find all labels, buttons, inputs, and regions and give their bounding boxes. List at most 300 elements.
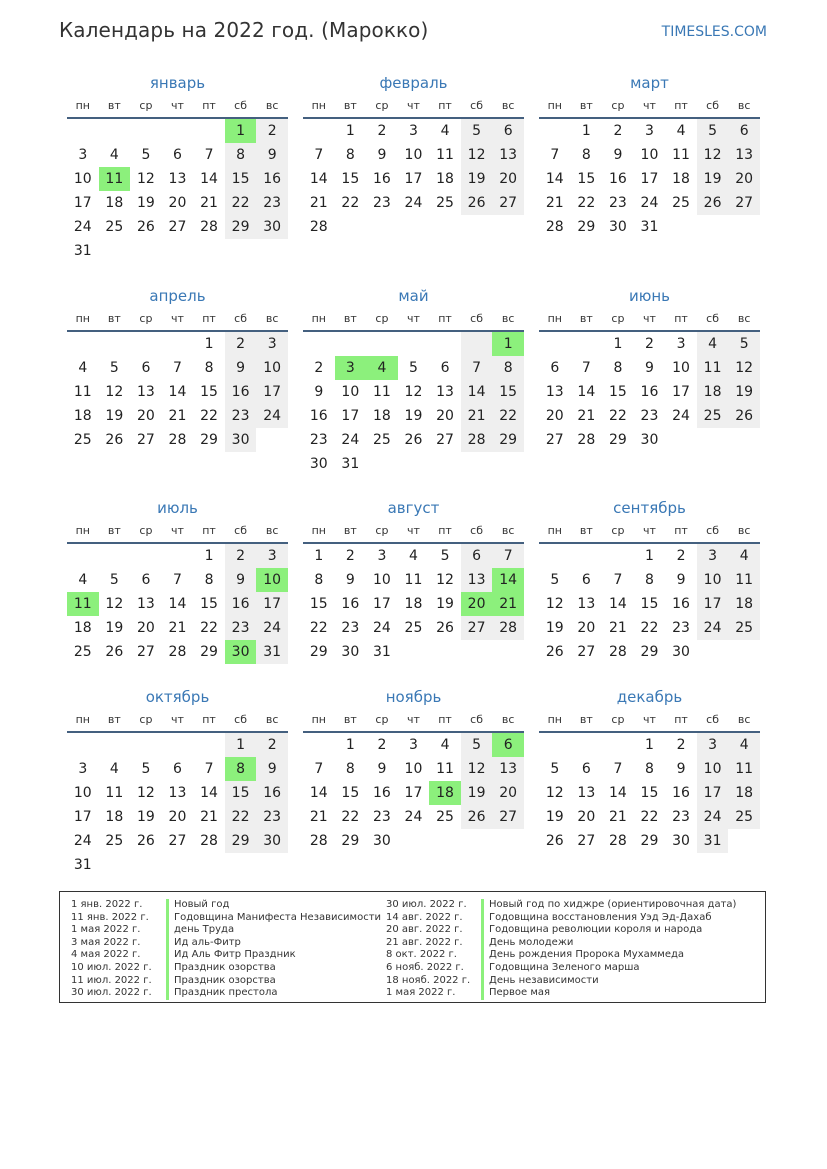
- weekday-label: вс: [265, 524, 279, 537]
- day-cell: 28: [168, 644, 187, 660]
- day-cell: 30: [256, 829, 288, 853]
- day-cell: 8: [204, 360, 214, 376]
- day-cell: 1: [581, 123, 591, 139]
- holiday-row: [71, 899, 381, 912]
- empty-cell: [461, 332, 493, 356]
- day-cell: 20: [168, 195, 187, 211]
- day-cell: 18: [73, 408, 92, 424]
- day-cell: 20: [168, 809, 187, 825]
- day-cell: 4: [697, 332, 729, 356]
- weekday-header: [303, 308, 524, 332]
- day-cell: 8: [645, 761, 654, 777]
- weekday-label: вс: [501, 312, 515, 325]
- day-cell: 26: [404, 432, 423, 448]
- day-cell: 5: [440, 548, 450, 564]
- day-cell: 21: [577, 408, 596, 424]
- holiday-name: Первое мая: [489, 987, 551, 999]
- day-cell: 31: [697, 829, 729, 853]
- holiday-name: Праздник озорства: [174, 974, 276, 986]
- empty-cell: [366, 452, 398, 476]
- empty-cell: [99, 239, 131, 263]
- holiday-marker: [481, 899, 484, 912]
- day-cell: 22: [577, 195, 596, 211]
- day-cell: 17: [341, 408, 360, 424]
- weekday-label: вт: [343, 312, 357, 325]
- day-cell: 19: [404, 408, 423, 424]
- empty-cell: [728, 640, 760, 664]
- weekday-label: пн: [547, 524, 562, 537]
- weekday-label: пн: [547, 312, 562, 325]
- day-cell: 19: [461, 167, 493, 191]
- weekday-label: вт: [107, 713, 121, 726]
- empty-cell: [225, 853, 257, 877]
- empty-cell: [429, 452, 461, 476]
- day-cell: 20: [436, 408, 454, 424]
- weekday-label: пт: [202, 713, 216, 726]
- day-cell: 26: [545, 833, 564, 849]
- day-cell: 24: [672, 408, 690, 424]
- day-cell: 21: [492, 592, 524, 616]
- day-cell: 12: [136, 785, 155, 801]
- day-cell: 29: [608, 432, 627, 448]
- weekday-label: вс: [737, 312, 751, 325]
- weekday-label: вт: [107, 99, 121, 112]
- day-cell: 2: [256, 733, 288, 757]
- day-cell: 15: [341, 785, 360, 801]
- day-cell: 25: [728, 616, 760, 640]
- day-cell: 12: [461, 143, 493, 167]
- holiday-name: Годовщина Зеленого марша: [489, 961, 640, 973]
- day-cell: 29: [200, 644, 218, 660]
- holiday-marker: [481, 975, 484, 988]
- empty-cell: [398, 452, 430, 476]
- day-cell: 9: [377, 761, 387, 777]
- empty-cell: [398, 829, 430, 853]
- holiday-name: Годовщина революции короля и народа: [489, 924, 703, 936]
- day-cell: 31: [341, 456, 360, 472]
- empty-cell: [366, 332, 398, 356]
- day-cell: 7: [173, 572, 182, 588]
- day-cell: 1: [645, 548, 654, 564]
- day-cell: 18: [372, 408, 391, 424]
- empty-cell: [162, 239, 194, 263]
- day-cell: 23: [672, 809, 690, 825]
- day-cell: 3: [409, 123, 418, 139]
- day-cell: 3: [78, 761, 88, 777]
- weekday-label: чт: [407, 713, 420, 726]
- weekday-label: чт: [407, 312, 420, 325]
- weekday-header: [303, 709, 524, 733]
- day-cell: 17: [640, 171, 659, 187]
- day-cell: 2: [676, 548, 686, 564]
- holiday-legend-column-left: [71, 899, 381, 1000]
- day-cell: 17: [697, 592, 729, 616]
- day-cell: 10: [404, 761, 423, 777]
- day-cell: 22: [341, 195, 360, 211]
- day-cell: 4: [366, 356, 398, 380]
- month-name: ноябрь: [385, 688, 442, 706]
- holiday-date: 10 июл. 2022 г.: [71, 961, 152, 973]
- weekday-header: [67, 308, 288, 332]
- day-cell: 5: [109, 572, 119, 588]
- empty-cell: [162, 853, 194, 877]
- day-cell: 2: [377, 123, 387, 139]
- day-cell: 4: [440, 737, 450, 753]
- day-cell: 15: [492, 380, 524, 404]
- empty-cell: [461, 829, 493, 853]
- day-cell: 12: [136, 171, 155, 187]
- day-cell: 3: [335, 356, 367, 380]
- day-cell: 13: [577, 596, 596, 612]
- day-cell: 8: [613, 360, 623, 376]
- holiday-name: День независимости: [489, 974, 599, 986]
- weekday-label: вт: [343, 713, 357, 726]
- day-cell: 5: [461, 733, 493, 757]
- month-name: апрель: [149, 287, 206, 305]
- holiday-name: день Труда: [174, 924, 235, 936]
- day-cell: 6: [728, 119, 760, 143]
- empty-cell: [461, 215, 493, 239]
- day-cell: 31: [640, 219, 659, 235]
- day-cell: 9: [256, 143, 288, 167]
- day-cell: 17: [672, 384, 690, 400]
- day-cell: 29: [640, 833, 659, 849]
- holiday-date: 11 июл. 2022 г.: [71, 974, 152, 986]
- day-cell: 10: [640, 147, 659, 163]
- empty-cell: [99, 332, 131, 356]
- day-cell: 11: [436, 761, 454, 777]
- month-name: июнь: [628, 287, 671, 305]
- day-cell: 25: [372, 432, 391, 448]
- day-cell: 4: [109, 147, 119, 163]
- day-cell: 25: [73, 432, 92, 448]
- weekday-label: пт: [438, 524, 452, 537]
- day-cell: 9: [314, 384, 324, 400]
- day-cell: 8: [225, 143, 257, 167]
- day-cell: 7: [581, 360, 591, 376]
- day-cell: 25: [697, 404, 729, 428]
- day-cell: 27: [436, 432, 454, 448]
- day-cell: 10: [73, 171, 92, 187]
- holiday-date: 8 окт. 2022 г.: [386, 949, 457, 961]
- day-cell: 25: [73, 644, 92, 660]
- day-cell: 21: [200, 809, 218, 825]
- day-cell: 12: [105, 596, 124, 612]
- day-cell: 28: [200, 833, 218, 849]
- month-block: [539, 72, 760, 239]
- day-cell: 11: [67, 592, 99, 616]
- month-block: [67, 497, 288, 664]
- empty-cell: [429, 829, 461, 853]
- holiday-row: [71, 987, 381, 1000]
- day-cell: 8: [345, 147, 355, 163]
- day-cell: 22: [492, 404, 524, 428]
- day-cell: 25: [105, 833, 124, 849]
- day-cell: 13: [545, 384, 564, 400]
- day-cell: 6: [141, 360, 151, 376]
- day-grid: [303, 733, 524, 853]
- empty-cell: [67, 544, 99, 568]
- weekday-label: сб: [706, 524, 720, 537]
- day-cell: 19: [105, 408, 124, 424]
- empty-cell: [130, 239, 162, 263]
- day-grid: [303, 119, 524, 239]
- day-cell: 19: [461, 781, 493, 805]
- day-cell: 24: [372, 620, 391, 636]
- empty-cell: [492, 640, 524, 664]
- day-cell: 28: [608, 833, 627, 849]
- day-cell: 27: [545, 432, 564, 448]
- day-cell: 23: [309, 432, 328, 448]
- day-cell: 29: [309, 644, 328, 660]
- day-cell: 2: [645, 336, 654, 352]
- holiday-row: [386, 962, 736, 975]
- holiday-row: [386, 912, 736, 925]
- weekday-label: вс: [737, 524, 751, 537]
- day-cell: 21: [608, 809, 627, 825]
- day-cell: 11: [404, 572, 423, 588]
- weekday-label: сб: [470, 524, 484, 537]
- empty-cell: [539, 119, 571, 143]
- month-name: январь: [149, 74, 206, 92]
- day-cell: 25: [436, 195, 454, 211]
- day-grid: [539, 733, 760, 853]
- weekday-label: пт: [674, 524, 688, 537]
- weekday-label: ср: [375, 99, 389, 112]
- holiday-date: 30 июл. 2022 г.: [71, 987, 152, 999]
- holiday-name: День молодежи: [489, 936, 574, 948]
- day-cell: 6: [440, 360, 450, 376]
- day-cell: 22: [640, 620, 659, 636]
- empty-cell: [429, 640, 461, 664]
- day-cell: 17: [404, 171, 423, 187]
- empty-cell: [571, 544, 603, 568]
- empty-cell: [162, 544, 194, 568]
- weekday-label: сб: [706, 99, 720, 112]
- day-cell: 7: [204, 147, 214, 163]
- day-cell: 30: [372, 833, 391, 849]
- day-cell: 10: [256, 356, 288, 380]
- day-cell: 24: [73, 219, 92, 235]
- empty-cell: [539, 332, 571, 356]
- day-cell: 7: [461, 356, 493, 380]
- day-cell: 5: [141, 761, 151, 777]
- day-cell: 16: [672, 596, 690, 612]
- holiday-name: Ид Аль Фитр Праздник: [174, 949, 296, 961]
- weekday-label: сб: [234, 99, 248, 112]
- day-cell: 29: [225, 215, 257, 239]
- day-cell: 28: [577, 432, 596, 448]
- holiday-date: 11 янв. 2022 г.: [71, 911, 149, 923]
- holiday-marker: [481, 949, 484, 962]
- weekday-label: вт: [343, 99, 357, 112]
- weekday-label: пт: [202, 524, 216, 537]
- holiday-row: [386, 899, 736, 912]
- weekday-label: вт: [579, 99, 593, 112]
- holiday-date: 1 мая 2022 г.: [386, 987, 456, 999]
- day-cell: 13: [461, 568, 493, 592]
- day-cell: 25: [436, 809, 454, 825]
- day-cell: 25: [404, 620, 423, 636]
- day-cell: 28: [492, 616, 524, 640]
- day-cell: 7: [613, 761, 623, 777]
- empty-cell: [130, 853, 162, 877]
- empty-cell: [492, 215, 524, 239]
- day-cell: 20: [136, 620, 155, 636]
- day-cell: 25: [728, 805, 760, 829]
- day-cell: 30: [309, 456, 328, 472]
- holiday-name: День рождения Пророка Мухаммеда: [489, 949, 685, 961]
- month-name: май: [398, 287, 429, 305]
- holiday-name: Годовщина Манифеста Независимости: [174, 911, 382, 923]
- weekday-label: чт: [643, 99, 656, 112]
- day-cell: 27: [461, 616, 493, 640]
- day-cell: 17: [256, 592, 288, 616]
- day-cell: 5: [461, 119, 493, 143]
- empty-cell: [99, 853, 131, 877]
- day-cell: 20: [728, 167, 760, 191]
- day-cell: 28: [309, 219, 328, 235]
- day-cell: 5: [550, 761, 560, 777]
- empty-cell: [256, 853, 288, 877]
- day-cell: 18: [105, 809, 124, 825]
- day-cell: 21: [461, 404, 493, 428]
- day-cell: 22: [225, 191, 257, 215]
- day-cell: 12: [545, 596, 564, 612]
- day-cell: 19: [697, 167, 729, 191]
- holiday-date: 1 янв. 2022 г.: [71, 899, 143, 910]
- day-cell: 14: [168, 384, 187, 400]
- day-cell: 15: [200, 384, 218, 400]
- holiday-legend-column-right: [386, 899, 736, 1000]
- day-cell: 23: [256, 805, 288, 829]
- day-cell: 17: [404, 785, 423, 801]
- month-name: август: [387, 499, 440, 517]
- day-cell: 9: [645, 360, 654, 376]
- day-cell: 14: [492, 568, 524, 592]
- holiday-marker: [166, 949, 169, 962]
- empty-cell: [303, 119, 335, 143]
- holiday-date: 6 нояб. 2022 г.: [386, 961, 464, 973]
- day-cell: 3: [697, 544, 729, 568]
- day-cell: 24: [697, 805, 729, 829]
- day-cell: 9: [377, 147, 387, 163]
- empty-cell: [335, 332, 367, 356]
- day-cell: 18: [429, 781, 461, 805]
- day-cell: 7: [314, 761, 324, 777]
- day-cell: 21: [309, 195, 328, 211]
- empty-cell: [193, 733, 225, 757]
- holiday-row: [71, 975, 381, 988]
- weekday-header: [303, 95, 524, 119]
- holiday-row: [386, 937, 736, 950]
- day-cell: 11: [99, 167, 131, 191]
- holiday-row: [71, 962, 381, 975]
- day-grid: [67, 119, 288, 263]
- weekday-label: ср: [375, 524, 389, 537]
- weekday-label: вс: [501, 713, 515, 726]
- day-cell: 2: [345, 548, 355, 564]
- day-cell: 11: [372, 384, 391, 400]
- weekday-label: пт: [674, 99, 688, 112]
- day-cell: 23: [372, 809, 391, 825]
- weekday-label: вс: [265, 99, 279, 112]
- day-cell: 1: [204, 336, 214, 352]
- day-cell: 12: [545, 785, 564, 801]
- day-cell: 18: [672, 171, 690, 187]
- weekday-label: чт: [643, 713, 656, 726]
- day-cell: 29: [492, 428, 524, 452]
- day-cell: 22: [225, 805, 257, 829]
- weekday-header: [67, 95, 288, 119]
- day-cell: 1: [225, 119, 257, 143]
- weekday-label: ср: [611, 99, 625, 112]
- day-cell: 28: [608, 644, 627, 660]
- weekday-label: сб: [470, 99, 484, 112]
- holiday-date: 20 авг. 2022 г.: [386, 924, 463, 936]
- day-cell: 27: [728, 191, 760, 215]
- day-cell: 9: [256, 757, 288, 781]
- day-cell: 10: [404, 147, 423, 163]
- day-cell: 15: [608, 384, 627, 400]
- weekday-header: [303, 520, 524, 544]
- day-cell: 3: [256, 544, 288, 568]
- month-name: июль: [157, 499, 198, 517]
- day-cell: 7: [550, 147, 560, 163]
- day-cell: 6: [492, 733, 524, 757]
- day-cell: 29: [577, 219, 596, 235]
- empty-cell: [602, 733, 634, 757]
- day-cell: 21: [168, 408, 187, 424]
- day-cell: 19: [545, 620, 564, 636]
- day-cell: 30: [225, 640, 257, 664]
- weekday-label: вс: [501, 99, 515, 112]
- day-cell: 10: [697, 757, 729, 781]
- month-name: октябрь: [145, 688, 210, 706]
- day-cell: 22: [608, 408, 627, 424]
- month-name: сентябрь: [613, 499, 686, 517]
- holiday-date: 4 мая 2022 г.: [71, 949, 141, 961]
- site-link[interactable]: TIMESLES.COM: [661, 24, 767, 40]
- day-cell: 3: [697, 733, 729, 757]
- day-cell: 8: [581, 147, 591, 163]
- holiday-row: [71, 949, 381, 962]
- day-cell: 14: [309, 785, 328, 801]
- day-cell: 6: [550, 360, 560, 376]
- weekday-label: ср: [139, 524, 153, 537]
- day-cell: 23: [372, 195, 391, 211]
- day-cell: 9: [345, 572, 355, 588]
- day-cell: 5: [550, 572, 560, 588]
- day-cell: 3: [256, 332, 288, 356]
- empty-cell: [225, 239, 257, 263]
- day-cell: 24: [404, 809, 423, 825]
- weekday-label: вс: [501, 524, 515, 537]
- day-cell: 15: [341, 171, 360, 187]
- day-grid: [539, 119, 760, 239]
- month-name: март: [630, 74, 669, 92]
- day-cell: 13: [436, 384, 454, 400]
- day-cell: 27: [168, 833, 187, 849]
- day-cell: 15: [225, 781, 257, 805]
- day-cell: 26: [461, 191, 493, 215]
- day-cell: 16: [225, 592, 257, 616]
- month-block: [67, 72, 288, 263]
- day-cell: 16: [672, 785, 690, 801]
- empty-cell: [429, 332, 461, 356]
- day-grid: [67, 544, 288, 664]
- day-cell: 24: [640, 195, 659, 211]
